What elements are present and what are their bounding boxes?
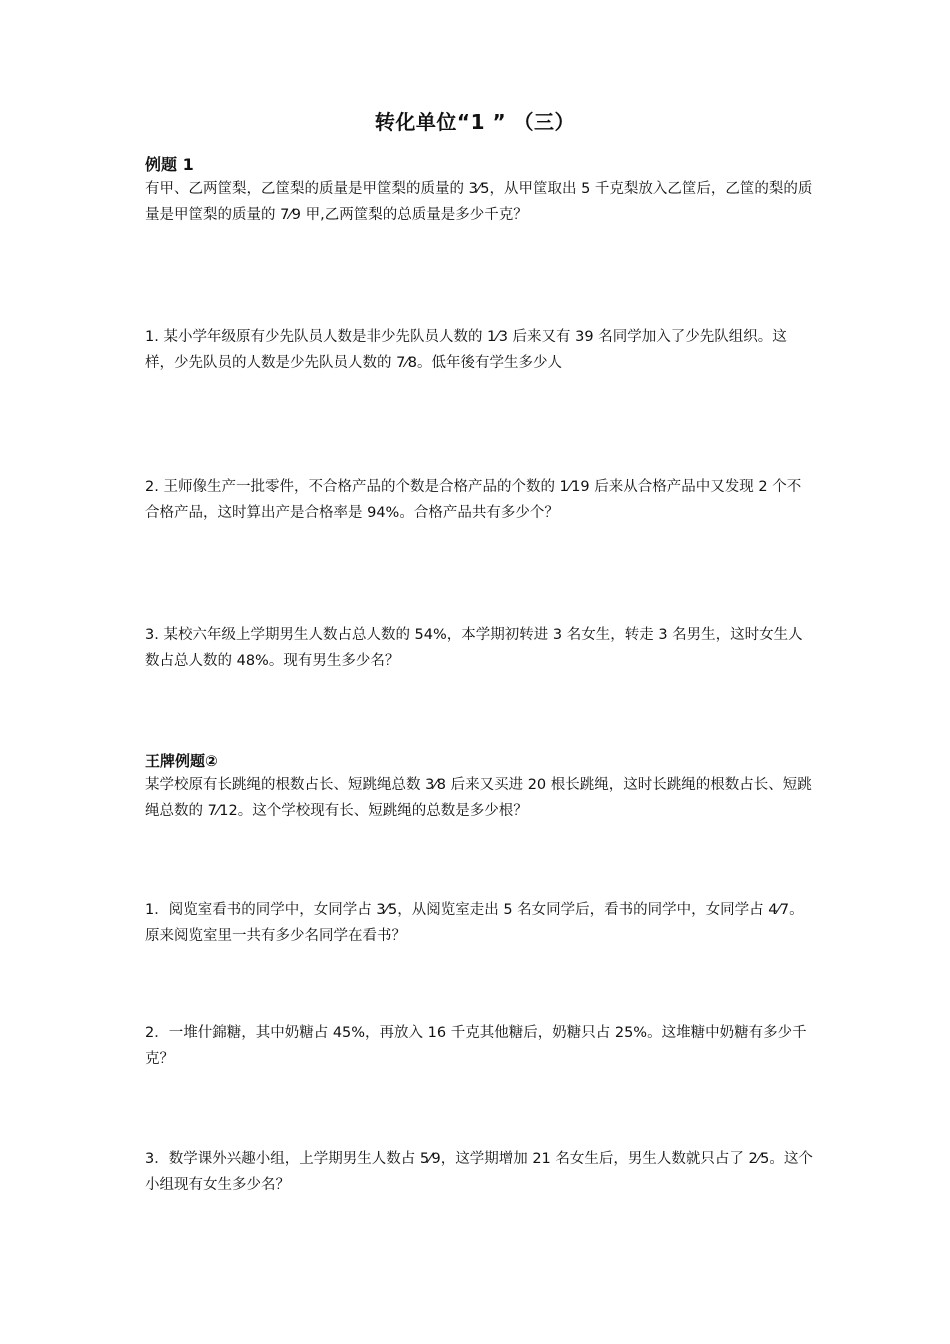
problem-1-1: 1. 某小学年级原有少先队员人数是非少先队员人数的 1⁄3 后来又有 39 名同学加入了少先队组织。这样，少先队员的人数是少先队员人数的 7⁄8。低年後有学生多少人 <box>145 329 787 371</box>
problem-1-3: 3. 某校六年级上学期男生人数占总人数的 54%，本学期初转进 3 名女生，转走 3 名男生，这时女生人数占总人数的 48%。现有男生多少名？ <box>145 627 803 669</box>
section-heading-example-1: 例题 1 <box>145 155 194 174</box>
problem-1-2: 2. 王师像生产一批零件，不合格产品的个数是合格产品的个数的 1⁄19 后来从合格产品中又发现 2 个不合格产品，这时算出产是合格率是 94%。合格产品共有多少个？ <box>145 479 802 521</box>
section-heading-ace-example-2: 王牌例题② <box>145 752 218 770</box>
problem-2-2: 2．一堆什錦糖，其中奶糖占 45%，再放入 16 千克其他糖后，奶糖只占 25%。这堆糖中奶糖有多少千克？ <box>145 1025 807 1067</box>
page-title: 转化单位“1 ” （三） <box>374 110 576 134</box>
example-2-text: 某学校原有长跳绳的根数占长、短跳绳总数 3⁄8 后来又买进 20 根长跳绳，这时长跳绳的根数占长、短跳绳总数的 7⁄12。这个学校现有长、短跳绳的总数是多少根？ <box>145 777 812 819</box>
problem-2-3: 3．数学课外兴趣小组，上学期男生人数占 5⁄9，这学期增加 21 名女生后，男生人数就只占了 2⁄5。这个小组现有女生多少名？ <box>145 1151 813 1193</box>
problem-2-1: 1．阅览室看书的同学中，女同学占 3⁄5，从阅览室走出 5 名女同学后，看书的同学中，女同学占 4⁄7。原来阅览室里一共有多少名同学在看书？ <box>145 902 804 944</box>
example-1-text: 有甲、乙两筐梨，乙筐梨的质量是甲筐梨的质量的 3⁄5，从甲筐取出 5 千克梨放入乙筐后，乙筐的梨的质量是甲筐梨的质量的 7⁄9 甲,乙两筐梨的总质量是多少千克？ <box>145 181 813 223</box>
